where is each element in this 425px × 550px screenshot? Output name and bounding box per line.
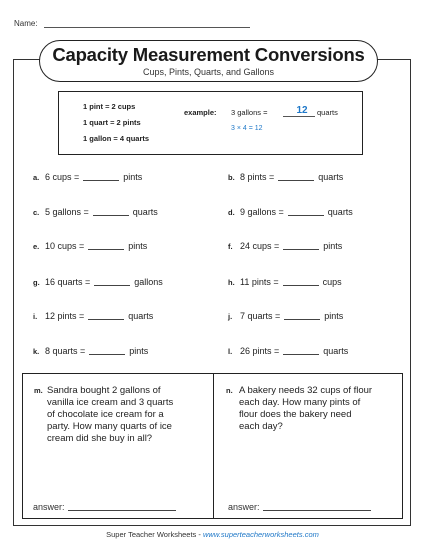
problem-j: j. 7 quarts = pints [228, 311, 344, 321]
fact-quart: 1 quart = 2 pints [83, 118, 141, 127]
answer-blank[interactable] [284, 319, 320, 320]
answer-blank[interactable] [89, 354, 125, 355]
answer-row-n: answer: [228, 502, 371, 512]
problem-g: g. 16 quarts = gallons [33, 277, 163, 287]
answer-row-m: answer: [33, 502, 176, 512]
answer-blank[interactable] [93, 215, 129, 216]
example-blank [283, 116, 315, 117]
answer-blank[interactable] [283, 249, 319, 250]
page-subtitle: Cups, Pints, Quarts, and Gallons [142, 67, 275, 77]
title-banner [39, 40, 378, 82]
name-row [14, 19, 38, 28]
fact-gallon: 1 gallon = 4 quarts [83, 134, 150, 143]
fact-pint: 1 pint = 2 cups [83, 102, 136, 111]
problem-f: f. 24 cups = pints [228, 241, 343, 251]
answer-blank[interactable] [83, 180, 119, 181]
word-problem-m: m. Sandra bought 2 gallons of vanilla ice cream and 3 quarts of chocolate ice cream for a party. How many quarts of ice cream did she buy in all? [34, 385, 174, 444]
footer-link[interactable]: www.superteacherworksheets.com [202, 530, 319, 539]
footer-text: Super Teacher Worksheets - [106, 530, 201, 539]
word-problem-divider [213, 374, 214, 518]
word-problem-n: n. A bakery needs 32 cups of flour each day. How many pints of flour does the bakery need each day? [226, 385, 373, 432]
word-problems-box [22, 373, 403, 519]
name-label: Name: [14, 19, 38, 28]
answer-field-m[interactable] [68, 510, 176, 511]
answer-blank[interactable] [283, 285, 319, 286]
answer-blank[interactable] [88, 249, 124, 250]
answer-blank[interactable] [94, 285, 130, 286]
problem-a: a. 6 cups = pints [33, 172, 143, 182]
answer-field-n[interactable] [263, 510, 371, 511]
example-label: example: [184, 108, 217, 117]
answer-blank[interactable] [278, 180, 314, 181]
example-work: 3 × 4 = 12 [231, 125, 263, 132]
example-unit: quarts [317, 108, 338, 117]
footer [0, 530, 425, 539]
problem-e: e. 10 cups = pints [33, 241, 148, 251]
page-title: Capacity Measurement Conversions [52, 44, 365, 65]
problem-k: k. 8 quarts = pints [33, 346, 149, 356]
answer-blank[interactable] [288, 215, 324, 216]
problem-c: c. 5 gallons = quarts [33, 207, 158, 217]
problem-d: d. 9 gallons = quarts [228, 207, 353, 217]
problem-b: b. 8 pints = quarts [228, 172, 344, 182]
problem-i: i. 12 pints = quarts [33, 311, 154, 321]
answer-blank[interactable] [283, 354, 319, 355]
answer-blank[interactable] [88, 319, 124, 320]
name-field[interactable] [44, 27, 250, 28]
reference-box [58, 91, 363, 155]
example-answer: 12 [296, 105, 308, 116]
problem-h: h. 11 pints = cups [228, 277, 342, 287]
example-text: 3 gallons = [231, 108, 268, 117]
problem-l: l. 26 pints = quarts [228, 346, 349, 356]
